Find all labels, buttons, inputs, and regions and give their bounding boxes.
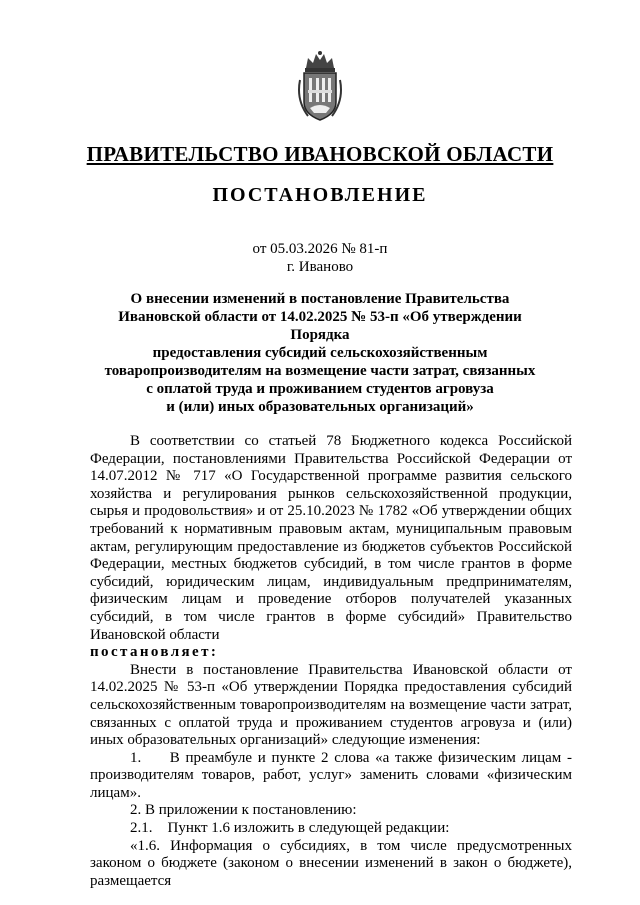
subject-line: с оплатой труда и проживанием студентов агровуза [146, 381, 494, 397]
ivanovo-coat-of-arms-icon [296, 50, 344, 122]
subject-line: О внесении изменений в постановление Правительства [130, 291, 510, 307]
document-meta [0, 240, 640, 276]
resolves-colon: : [210, 644, 216, 661]
amendment-paragraph: Внести в постановление Правительства Ивановской области от 14.02.2025 № 53-п «Об утверждении Порядка предоставления субсидий сельскохозяйственным товаропроизводителям на возмещение части затрат, связанных с оплатой труда и проживанием студентов агровуза и (или) иных образовательных организаций» следующие изменения: [90, 661, 572, 749]
subject-line: и (или) иных образовательных организаций» [166, 399, 474, 415]
document-type: ПОСТАНОВЛЕНИЕ [212, 184, 428, 206]
document-body [90, 433, 572, 890]
resolves-word: постановляет [90, 644, 211, 661]
city: г. Иваново [286, 259, 354, 275]
subject-line: Ивановской области от 14.02.2025 № 53-п «Об утверждении Порядка [118, 309, 522, 343]
item-1-paragraph: 1. В преамбуле и пункте 2 слова «а также физическим лицам - производителям товаров, работ, услуг» заменить словами «физическим лицам». [90, 749, 572, 801]
quoted-clause-paragraph: «1.6. Информация о субсидиях, в том числе предусмотренных законом о бюджете (законом о внесении изменений в закон о бюджете), размещается [90, 837, 572, 889]
subject-line: предоставления субсидий сельскохозяйственным [152, 345, 488, 361]
government-title: ПРАВИТЕЛЬСТВО ИВАНОВСКОЙ ОБЛАСТИ [86, 142, 554, 166]
preamble-text: В соответствии со статьей 78 Бюджетного кодекса Российской Федерации, постановлениями Правительства Российской Федерации от 14.07.2012 № 717 «О Государственной программе развития сельского хозяйства и регулирования рынков сельскохозяйственной продукции, сырья и продовольствия» и от 25.10.2023 № 1782 «Об утверждении общих требований к нормативным правовым актам, муниципальным правовым актам, регулирующим предоставление из бюджетов субъектов Российской Федерации, местных бюджетов субсидий, в том числе грантов в форме субсидий, юридическим лицам, индивидуальным предпринимателям, физическим лицам и проведение отборов получателей указанных субсидий, в том числе грантов в форме субсидий» Правительство Ивановской области [90, 433, 572, 643]
subject-line: товаропроизводителям на возмещение части затрат, связанных [104, 363, 536, 379]
document-subject [95, 290, 545, 416]
item-2-1-paragraph: 2.1. Пункт 1.6 изложить в следующей редакции: [130, 820, 450, 837]
item-2-paragraph: 2. В приложении к постановлению: [130, 802, 357, 819]
preamble-paragraph [90, 433, 572, 662]
date-number: от 05.03.2026 № 81-п [252, 241, 388, 257]
